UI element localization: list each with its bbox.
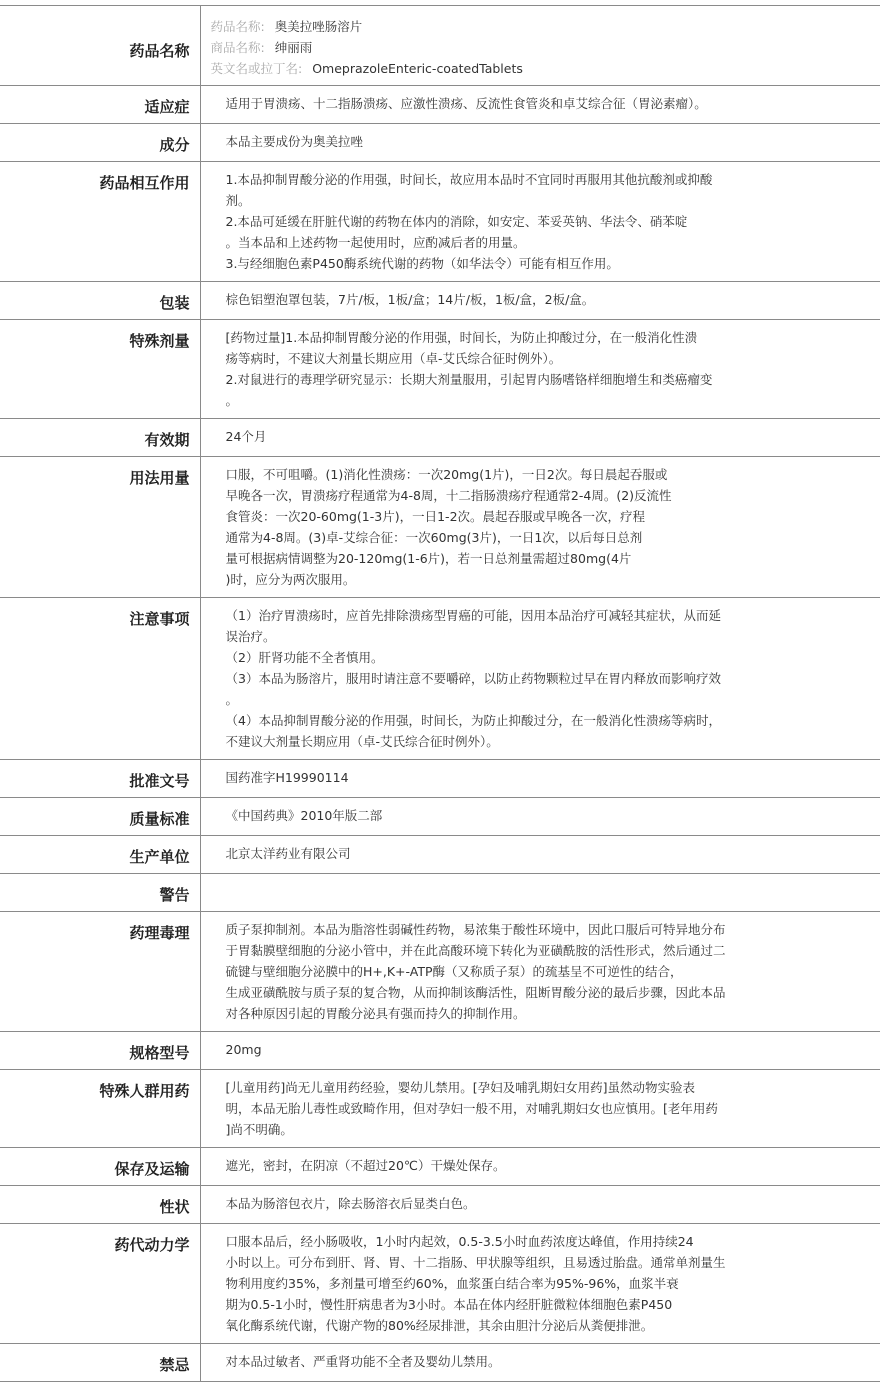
row-label: 批准文号: [0, 760, 200, 798]
row-label: 保存及运输: [0, 1148, 200, 1186]
value-line: 24个月: [226, 426, 880, 447]
row-label: 特殊剂量: [0, 320, 200, 419]
value-line: 剂。: [226, 190, 880, 211]
row-value: [200, 6, 880, 86]
spec-row: [0, 124, 880, 162]
spec-row: [0, 1148, 880, 1186]
value-line: （3）本品为肠溶片，服用时请注意不要嚼碎，以防止药物颗粒过早在胃内释放而影响疗效: [226, 668, 880, 689]
english-name-key: 英文名或拉丁名:: [211, 61, 303, 76]
spec-row: [0, 760, 880, 798]
value-line: 3.与经细胞色素P450酶系统代谢的药物（如华法令）可能有相互作用。: [226, 253, 880, 274]
spec-row: [0, 912, 880, 1032]
value-line: [药物过量]1.本品抑制胃酸分泌的作用强，时间长，为防止抑酸过分，在一般消化性溃: [226, 327, 880, 348]
trade-name-line: [211, 37, 880, 58]
value-line: 误治疗。: [226, 626, 880, 647]
value-line: 明，本品无胎儿毒性或致畸作用，但对孕妇一般不用，对哺乳期妇女也应慎用。[老年用药: [226, 1098, 880, 1119]
value-line: [儿童用药]尚无儿童用药经验，婴幼儿禁用。[孕妇及哺乳期妇女用药]虽然动物实验表: [226, 1077, 880, 1098]
row-value: [200, 874, 880, 912]
value-line: 食管炎：一次20-60mg(1-3片)，一日1-2次。晨起吞服或早晚各一次，疗程: [226, 506, 880, 527]
row-value: [200, 598, 880, 760]
value-line: 口服，不可咀嚼。(1)消化性溃疡：一次20mg(1片)，一日2次。每日晨起吞服或: [226, 464, 880, 485]
value-line: 小时以上。可分布到肝、肾、胃、十二指肠、甲状腺等组织，且易透过胎盘。通常单剂量生: [226, 1252, 880, 1273]
row-label: 注意事项: [0, 598, 200, 760]
row-label: 性状: [0, 1186, 200, 1224]
row-value: [200, 1344, 880, 1382]
drug-spec-table: [0, 5, 880, 1382]
value-line: 疡等病时，不建议大剂量长期应用（卓-艾氏综合征时例外）。: [226, 348, 880, 369]
spec-row: [0, 874, 880, 912]
spec-row: [0, 457, 880, 598]
value-line: 20mg: [226, 1039, 880, 1060]
generic-name-line: [211, 16, 880, 37]
spec-row: [0, 86, 880, 124]
value-line: （4）本品抑制胃酸分泌的作用强，时间长，为防止抑酸过分，在一般消化性溃疡等病时，: [226, 710, 880, 731]
value-line: 于胃黏膜壁细胞的分泌小管中，并在此高酸环境下转化为亚磺酰胺的活性形式，然后通过二: [226, 940, 880, 961]
value-line: 遮光，密封，在阴凉（不超过20℃）干燥处保存。: [226, 1155, 880, 1176]
spec-row: [0, 1186, 880, 1224]
row-label: 药理毒理: [0, 912, 200, 1032]
row-label: 药代动力学: [0, 1224, 200, 1344]
row-value: [200, 1032, 880, 1070]
row-label: 用法用量: [0, 457, 200, 598]
value-line: 北京太洋药业有限公司: [226, 843, 880, 864]
value-line: 。: [226, 689, 880, 710]
row-value: [200, 1186, 880, 1224]
row-value: [200, 162, 880, 282]
spec-row: [0, 419, 880, 457]
value-line: 不建议大剂量长期应用（卓-艾氏综合征时例外）。: [226, 731, 880, 752]
row-label: 特殊人群用药: [0, 1070, 200, 1148]
value-line: )时，应分为两次服用。: [226, 569, 880, 590]
row-label: 药品相互作用: [0, 162, 200, 282]
spec-row: [0, 1224, 880, 1344]
value-line: 1.本品抑制胃酸分泌的作用强，时间长，故应用本品时不宜同时再服用其他抗酸剂或抑酸: [226, 169, 880, 190]
value-line: 对各种原因引起的胃酸分泌具有强而持久的抑制作用。: [226, 1003, 880, 1024]
row-label: 禁忌: [0, 1344, 200, 1382]
value-line: 棕色铝塑泡罩包装，7片/板，1板/盒；14片/板，1板/盒，2板/盒。: [226, 289, 880, 310]
row-value: [200, 320, 880, 419]
row-value: [200, 419, 880, 457]
value-line: 。当本品和上述药物一起使用时，应酌减后者的用量。: [226, 232, 880, 253]
value-line: 硫键与壁细胞分泌膜中的H+,K+-ATP酶（又称质子泵）的巯基呈不可逆性的结合，: [226, 961, 880, 982]
value-line: 期为0.5-1小时，慢性肝病患者为3小时。本品在体内经肝脏微粒体细胞色素P450: [226, 1294, 880, 1315]
row-label: 药品名称: [0, 6, 200, 86]
value-line: 。: [226, 390, 880, 411]
trade-name-value: 绅丽雨: [275, 40, 313, 55]
row-value: [200, 457, 880, 598]
row-label: 适应症: [0, 86, 200, 124]
generic-name-value: 奥美拉唑肠溶片: [275, 19, 363, 34]
english-name-value: OmeprazoleEnteric-coatedTablets: [312, 61, 523, 76]
row-value: [200, 124, 880, 162]
spec-row: [0, 1344, 880, 1382]
row-value: [200, 912, 880, 1032]
row-label: 规格型号: [0, 1032, 200, 1070]
row-value: [200, 836, 880, 874]
value-line: 适用于胃溃疡、十二指肠溃疡、应激性溃疡、反流性食管炎和卓艾综合征（胃泌素瘤）。: [226, 93, 880, 114]
value-line: 2.对鼠进行的毒理学研究显示：长期大剂量服用，引起胃内肠嗜铬样细胞增生和类癌瘤变: [226, 369, 880, 390]
generic-name-key: 药品名称:: [211, 19, 265, 34]
value-line: ]尚不明确。: [226, 1119, 880, 1140]
value-line: 通常为4-8周。(3)卓-艾综合征：一次60mg(3片)，一日1次，以后每日总剂: [226, 527, 880, 548]
english-name-line: [211, 58, 880, 79]
spec-row: [0, 1032, 880, 1070]
value-line: [226, 881, 880, 902]
spec-row: [0, 836, 880, 874]
value-line: 国药准字H19990114: [226, 767, 880, 788]
trade-name-key: 商品名称:: [211, 40, 265, 55]
value-line: 本品主要成份为奥美拉唑: [226, 131, 880, 152]
spec-row: [0, 320, 880, 419]
value-line: 生成亚磺酰胺与质子泵的复合物，从而抑制该酶活性，阻断胃酸分泌的最后步骤，因此本品: [226, 982, 880, 1003]
value-line: 口服本品后，经小肠吸收，1小时内起效，0.5-3.5小时血药浓度达峰值，作用持续24: [226, 1231, 880, 1252]
row-label: 有效期: [0, 419, 200, 457]
value-line: 2.本品可延缓在肝脏代谢的药物在体内的消除，如安定、苯妥英钠、华法令、硝苯啶: [226, 211, 880, 232]
row-label: 生产单位: [0, 836, 200, 874]
row-value: [200, 760, 880, 798]
spec-row: [0, 162, 880, 282]
value-line: 氧化酶系统代谢，代谢产物的80%经尿排泄，其余由胆汁分泌后从粪便排泄。: [226, 1315, 880, 1336]
row-label: 警告: [0, 874, 200, 912]
row-label: 包装: [0, 282, 200, 320]
row-value: [200, 282, 880, 320]
value-line: 量可根据病情调整为20-120mg(1-6片)，若一日总剂量需超过80mg(4片: [226, 548, 880, 569]
value-line: 本品为肠溶包衣片，除去肠溶衣后显类白色。: [226, 1193, 880, 1214]
row-value: [200, 1070, 880, 1148]
spec-row-drug-name: [0, 6, 880, 86]
value-line: 质子泵抑制剂。本品为脂溶性弱碱性药物，易浓集于酸性环境中，因此口服后可特异地分布: [226, 919, 880, 940]
value-line: 《中国药典》2010年版二部: [226, 805, 880, 826]
value-line: （2）肝肾功能不全者慎用。: [226, 647, 880, 668]
row-label: 成分: [0, 124, 200, 162]
value-line: （1）治疗胃溃疡时，应首先排除溃疡型胃癌的可能，因用本品治疗可减轻其症状，从而延: [226, 605, 880, 626]
value-line: 对本品过敏者、严重肾功能不全者及婴幼儿禁用。: [226, 1351, 880, 1372]
row-value: [200, 1224, 880, 1344]
value-line: 早晚各一次，胃溃疡疗程通常为4-8周，十二指肠溃疡疗程通常2-4周。(2)反流性: [226, 485, 880, 506]
spec-row: [0, 598, 880, 760]
spec-row: [0, 798, 880, 836]
row-value: [200, 86, 880, 124]
row-value: [200, 1148, 880, 1186]
spec-row: [0, 282, 880, 320]
value-line: 物利用度约35%，多剂量可增至约60%，血浆蛋白结合率为95%-96%，血浆半衰: [226, 1273, 880, 1294]
spec-row: [0, 1070, 880, 1148]
row-label: 质量标准: [0, 798, 200, 836]
row-value: [200, 798, 880, 836]
